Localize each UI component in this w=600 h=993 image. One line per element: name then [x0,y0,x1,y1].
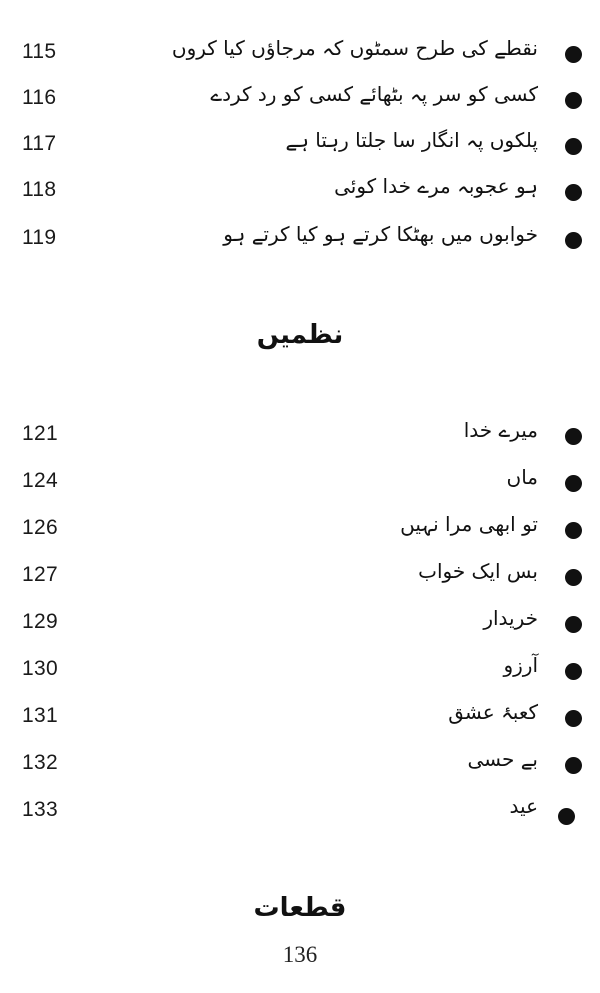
toc-entry-title: کعبۂ عشق [448,700,538,724]
bullet-icon [565,138,582,155]
toc-entry-title: خوابوں میں بھٹکا کرتے ہو کیا کرتے ہو [223,222,538,246]
section-heading: قطعات [253,893,347,923]
toc-entry-title: خریدار [483,606,538,630]
toc-entry-title: میرے خدا [463,418,538,442]
toc-entry-title: تو ابھی مرا نہیں [400,512,538,536]
bullet-icon [565,522,582,539]
bullet-icon [565,232,582,249]
toc-entry [0,700,600,740]
toc-page-number: 129 [22,610,58,633]
toc-entry [0,559,600,599]
bullet-icon [565,428,582,445]
toc-entry [0,794,600,834]
toc-page-number: 121 [22,422,58,445]
bullet-icon [565,616,582,633]
bullet-icon [558,808,575,825]
toc-entry [0,606,600,646]
section-heading: نظمیں [256,320,344,350]
toc-entry-title: عید [509,794,538,818]
toc-entry-title: بس ایک خواب [418,559,538,583]
toc-page-number: 127 [22,563,58,586]
toc-entry [0,128,600,168]
toc-page-number: 131 [22,704,58,727]
toc-entry [0,653,600,693]
toc-page-number: 119 [22,226,57,249]
toc-entry-title: ماں [506,465,538,489]
toc-page-number: 115 [22,40,57,63]
toc-entry [0,512,600,552]
bullet-icon [565,757,582,774]
bullet-icon [565,46,582,63]
bullet-icon [565,569,582,586]
toc-entry [0,418,600,458]
bullet-icon [565,184,582,201]
bullet-icon [565,710,582,727]
toc-page-number: 130 [22,657,58,680]
toc-page-number: 117 [22,132,57,155]
toc-entry-title: آرزو [503,653,538,677]
toc-entry-title: ہو عجوبہ مرے خدا کوئی [334,174,538,198]
toc-entry-title: پلکوں پہ انگار سا جلتا رہتا ہے [285,128,538,152]
toc-entry-title: بے حسی [467,747,538,771]
toc-page-number: 118 [22,178,57,201]
toc-entry [0,36,600,76]
toc-page-number: 132 [22,751,58,774]
toc-page-number: 116 [22,86,57,109]
toc-page-number: 133 [22,798,58,821]
page-number: 136 [282,942,318,967]
toc-page-number: 124 [22,469,58,492]
toc-page-number: 126 [22,516,58,539]
toc-entry [0,174,600,214]
toc-entry [0,222,600,262]
bullet-icon [565,663,582,680]
toc-entry-title: نقطے کی طرح سمٹوں کہ مرجاؤں کیا کروں [171,36,538,60]
toc-entry-title: کسی کو سر پہ بٹھائے کسی کو رد کردے [210,82,538,106]
toc-entry [0,465,600,505]
bullet-icon [565,475,582,492]
toc-entry [0,82,600,122]
bullet-icon [565,92,582,109]
toc-entry [0,747,600,787]
